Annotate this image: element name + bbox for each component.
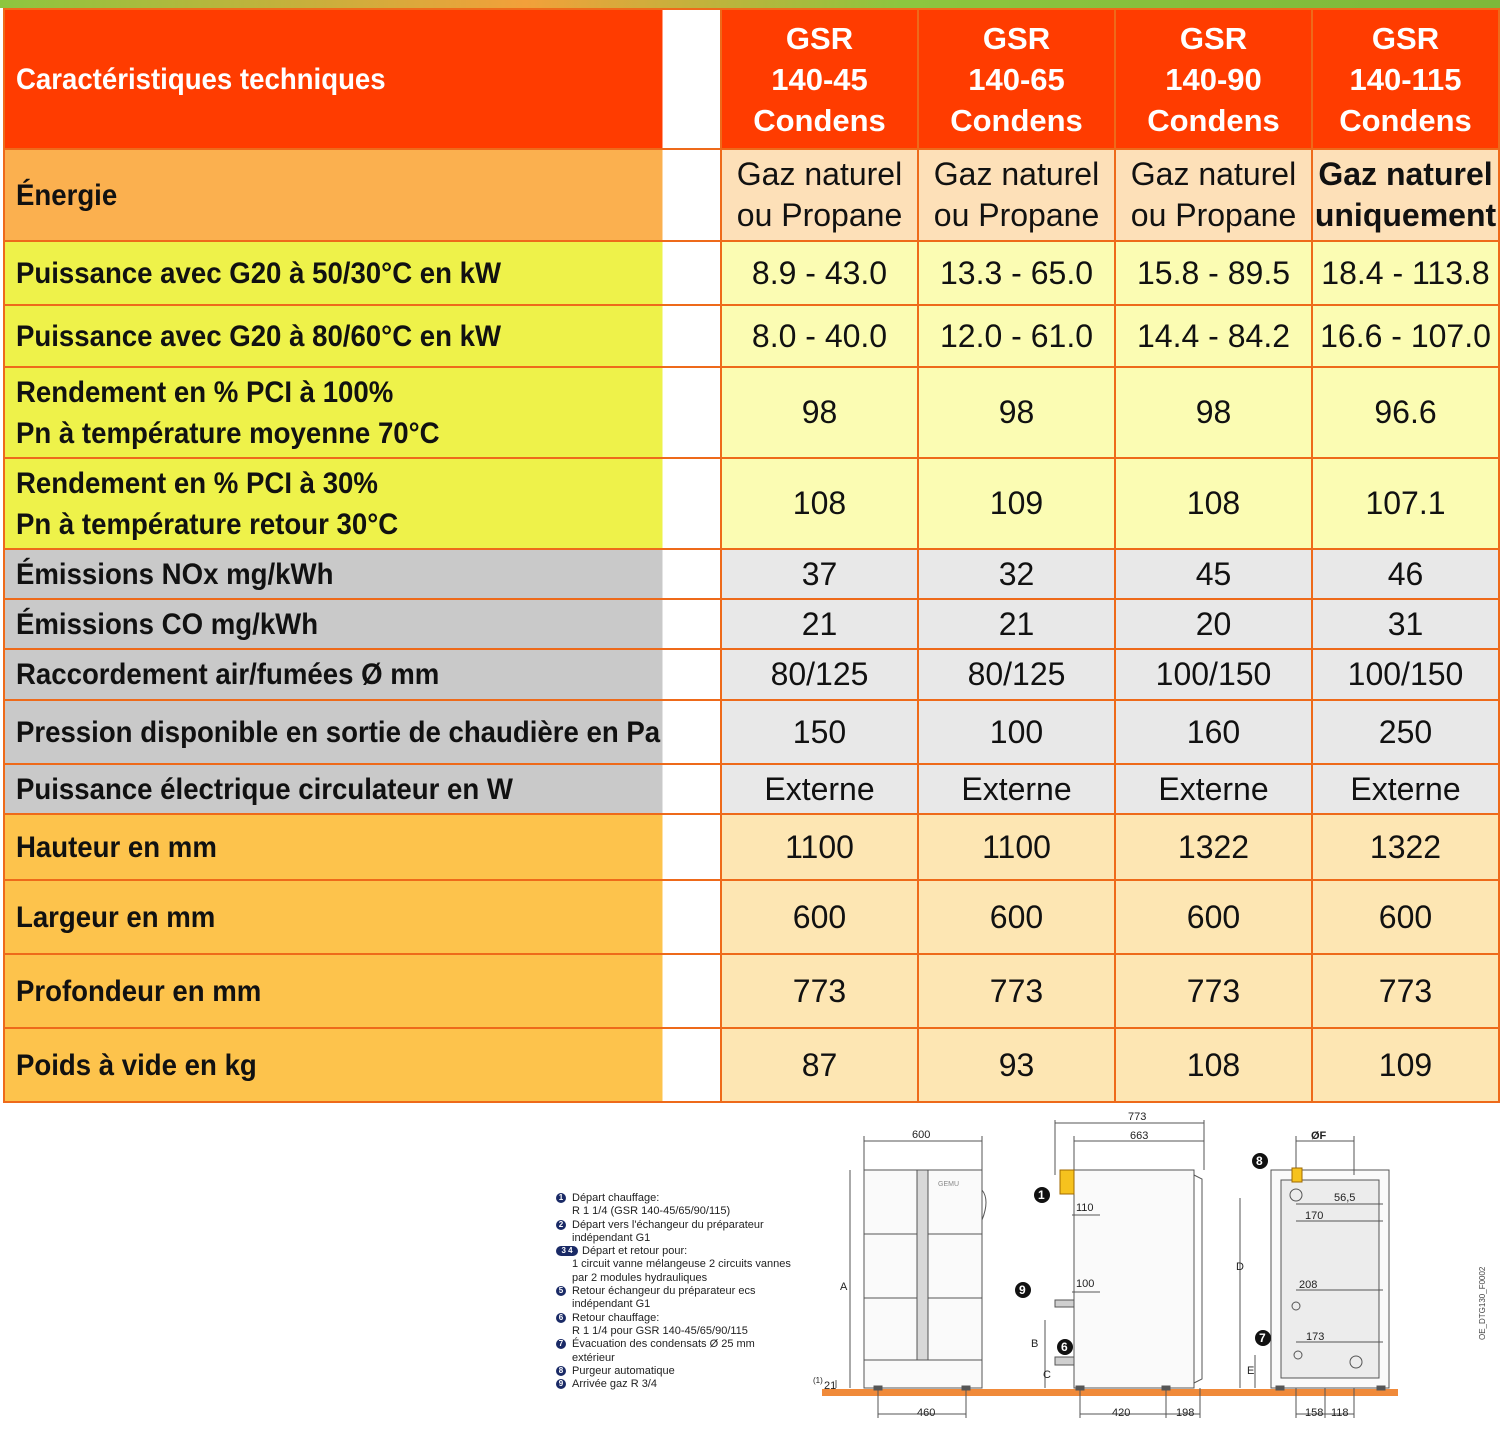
cell: 108 — [721, 458, 918, 549]
cell: 109 — [1312, 1028, 1499, 1102]
cell: 98 — [918, 367, 1115, 458]
back-view — [1240, 1136, 1389, 1418]
model-header: GSR 140-45 Condens — [721, 9, 918, 149]
cell: 98 — [721, 367, 918, 458]
legend-number: 9 — [556, 1379, 566, 1389]
cell: 250 — [1312, 700, 1499, 764]
legend-text: Départ et retour pour: 1 circuit vanne mélangeuse 2 circuits vannes par 2 modules hydrauliques — [572, 1245, 791, 1284]
row-label: Raccordement air/fumées Ø mm — [4, 649, 664, 700]
dim-label-a: A — [840, 1281, 848, 1293]
dim-note: (1) — [813, 1376, 823, 1385]
dim-side-198: 198 — [1176, 1407, 1195, 1419]
cell: 80/125 — [918, 649, 1115, 700]
marker-8-label: 8 — [1256, 1154, 1263, 1168]
cell: 12.0 - 61.0 — [918, 305, 1115, 367]
cell: 16.6 - 107.0 — [1312, 305, 1499, 367]
dim-label-e: E — [1247, 1365, 1255, 1377]
cell: 600 — [918, 880, 1115, 954]
cell: 21 — [721, 599, 918, 649]
dim-front-width: 600 — [912, 1129, 931, 1141]
dim-back-f: ØF — [1311, 1130, 1327, 1142]
cell: Externe — [721, 764, 918, 814]
legend-number: 5 — [556, 1286, 566, 1296]
model-header: GSR 140-65 Condens — [918, 9, 1115, 149]
row-label: Puissance avec G20 à 80/60°C en kW — [4, 305, 664, 367]
drawing-reference: OE_DTG130_F0002 — [1478, 1266, 1487, 1340]
cell: 13.3 - 65.0 — [918, 241, 1115, 305]
cell: 773 — [1312, 954, 1499, 1028]
dim-back-118: 118 — [1331, 1407, 1349, 1419]
row-label: Énergie — [4, 149, 664, 241]
legend-text: Purgeur automatique — [572, 1364, 675, 1377]
cell: Externe — [1312, 764, 1499, 814]
model-header: GSR 140-115 Condens — [1312, 9, 1499, 149]
dim-back-158: 158 — [1305, 1407, 1324, 1419]
cell: 773 — [918, 954, 1115, 1028]
side-view — [1045, 1120, 1204, 1418]
row-label: Émissions CO mg/kWh — [4, 599, 664, 649]
legend-text: Départ chauffage: R 1 1/4 (GSR 140-45/65/90/115) — [572, 1192, 731, 1218]
cell: 31 — [1312, 599, 1499, 649]
cell: 21 — [918, 599, 1115, 649]
cell: Gaz naturel uniquement — [1312, 149, 1499, 241]
row-label: Puissance avec G20 à 50/30°C en kW — [4, 241, 664, 305]
cell: 8.0 - 40.0 — [721, 305, 918, 367]
dim-side-inner: 663 — [1130, 1130, 1149, 1142]
cell: 15.8 - 89.5 — [1115, 241, 1312, 305]
row-label: Émissions NOx mg/kWh — [4, 549, 664, 599]
marker-6-label: 6 — [1061, 1340, 1068, 1354]
cell: 1322 — [1312, 814, 1499, 880]
cell: Gaz naturel ou Propane — [721, 149, 918, 241]
cell: 14.4 - 84.2 — [1115, 305, 1312, 367]
legend-text: Retour échangeur du préparateur ecs indépendant G1 — [572, 1285, 756, 1311]
cell: 108 — [1115, 1028, 1312, 1102]
cell: 37 — [721, 549, 918, 599]
dim-side-420: 420 — [1112, 1407, 1131, 1419]
dim-side-depth: 773 — [1128, 1111, 1147, 1123]
marker-1-label: 1 — [1038, 1188, 1045, 1202]
cell: 32 — [918, 549, 1115, 599]
cell: 100 — [918, 700, 1115, 764]
legend-number: 2 — [556, 1220, 566, 1230]
cell: Gaz naturel ou Propane — [1115, 149, 1312, 241]
cell: 100/150 — [1115, 649, 1312, 700]
cell: 160 — [1115, 700, 1312, 764]
cell: 107.1 — [1312, 458, 1499, 549]
marker-9-label: 9 — [1019, 1283, 1026, 1297]
dim-label-c: C — [1043, 1369, 1051, 1381]
cell: 600 — [721, 880, 918, 954]
cell: Gaz naturel ou Propane — [918, 149, 1115, 241]
cell: 773 — [721, 954, 918, 1028]
cell: Externe — [918, 764, 1115, 814]
front-brand: GEMU — [938, 1181, 959, 1188]
header-label: Caractéristiques techniques — [4, 9, 664, 149]
legend-number: 1 — [556, 1193, 566, 1203]
cell: 46 — [1312, 549, 1499, 599]
cell: 96.6 — [1312, 367, 1499, 458]
floor-line — [822, 1389, 1398, 1396]
marker-7-label: 7 — [1259, 1331, 1266, 1345]
cell: 773 — [1115, 954, 1312, 1028]
dim-front-bottom: 460 — [917, 1407, 936, 1419]
row-label: Rendement en % PCI à 30% Pn à température retour 30°C — [4, 458, 664, 549]
front-view — [836, 1136, 986, 1418]
row-label: Rendement en % PCI à 100% Pn à température moyenne 70°C — [4, 367, 664, 458]
cell: 150 — [721, 700, 918, 764]
dim-side-100: 100 — [1076, 1278, 1095, 1290]
legend-number: 6 — [556, 1313, 566, 1323]
dim-label-d: D — [1236, 1261, 1244, 1273]
row-label: Poids à vide en kg — [4, 1028, 664, 1102]
legend-text: Arrivée gaz R 3/4 — [572, 1378, 657, 1391]
cell: 93 — [918, 1028, 1115, 1102]
legend-text: Retour chauffage: R 1 1/4 pour GSR 140-45/65/90/115 — [572, 1311, 748, 1337]
row-label: Hauteur en mm — [4, 814, 664, 880]
cell: 80/125 — [721, 649, 918, 700]
dim-back-56: 56,5 — [1334, 1192, 1356, 1204]
legend-number: 8 — [556, 1366, 566, 1376]
dim-label-21: 21 — [824, 1380, 837, 1392]
dim-back-173: 173 — [1306, 1331, 1325, 1343]
cell: 1100 — [918, 814, 1115, 880]
model-header: GSR 140-90 Condens — [1115, 9, 1312, 149]
cell: 8.9 - 43.0 — [721, 241, 918, 305]
cell: 87 — [721, 1028, 918, 1102]
dim-label-b: B — [1031, 1338, 1039, 1350]
cell: 98 — [1115, 367, 1312, 458]
cell: 45 — [1115, 549, 1312, 599]
legend-number: 3 4 — [556, 1246, 578, 1256]
row-label: Pression disponible en sortie de chaudière en Pa — [4, 700, 664, 764]
dim-side-110: 110 — [1076, 1202, 1094, 1214]
cell: 100/150 — [1312, 649, 1499, 700]
cell: 20 — [1115, 599, 1312, 649]
legend-text: Évacuation des condensats Ø 25 mm extérieur — [572, 1338, 755, 1364]
legend-number: 7 — [556, 1339, 566, 1349]
cell: 600 — [1312, 880, 1499, 954]
dim-back-170: 170 — [1305, 1210, 1324, 1222]
dim-back-208: 208 — [1299, 1279, 1318, 1291]
row-label: Puissance électrique circulateur en W — [4, 764, 664, 814]
legend-text: Départ vers l'échangeur du préparateur indépendant G1 — [572, 1218, 764, 1244]
cell: 1322 — [1115, 814, 1312, 880]
row-label: Profondeur en mm — [4, 954, 664, 1028]
cell: Externe — [1115, 764, 1312, 814]
cell: 1100 — [721, 814, 918, 880]
cell: 18.4 - 113.8 — [1312, 241, 1499, 305]
cell: 109 — [918, 458, 1115, 549]
cell: 108 — [1115, 458, 1312, 549]
cell: 600 — [1115, 880, 1312, 954]
row-label: Largeur en mm — [4, 880, 664, 954]
